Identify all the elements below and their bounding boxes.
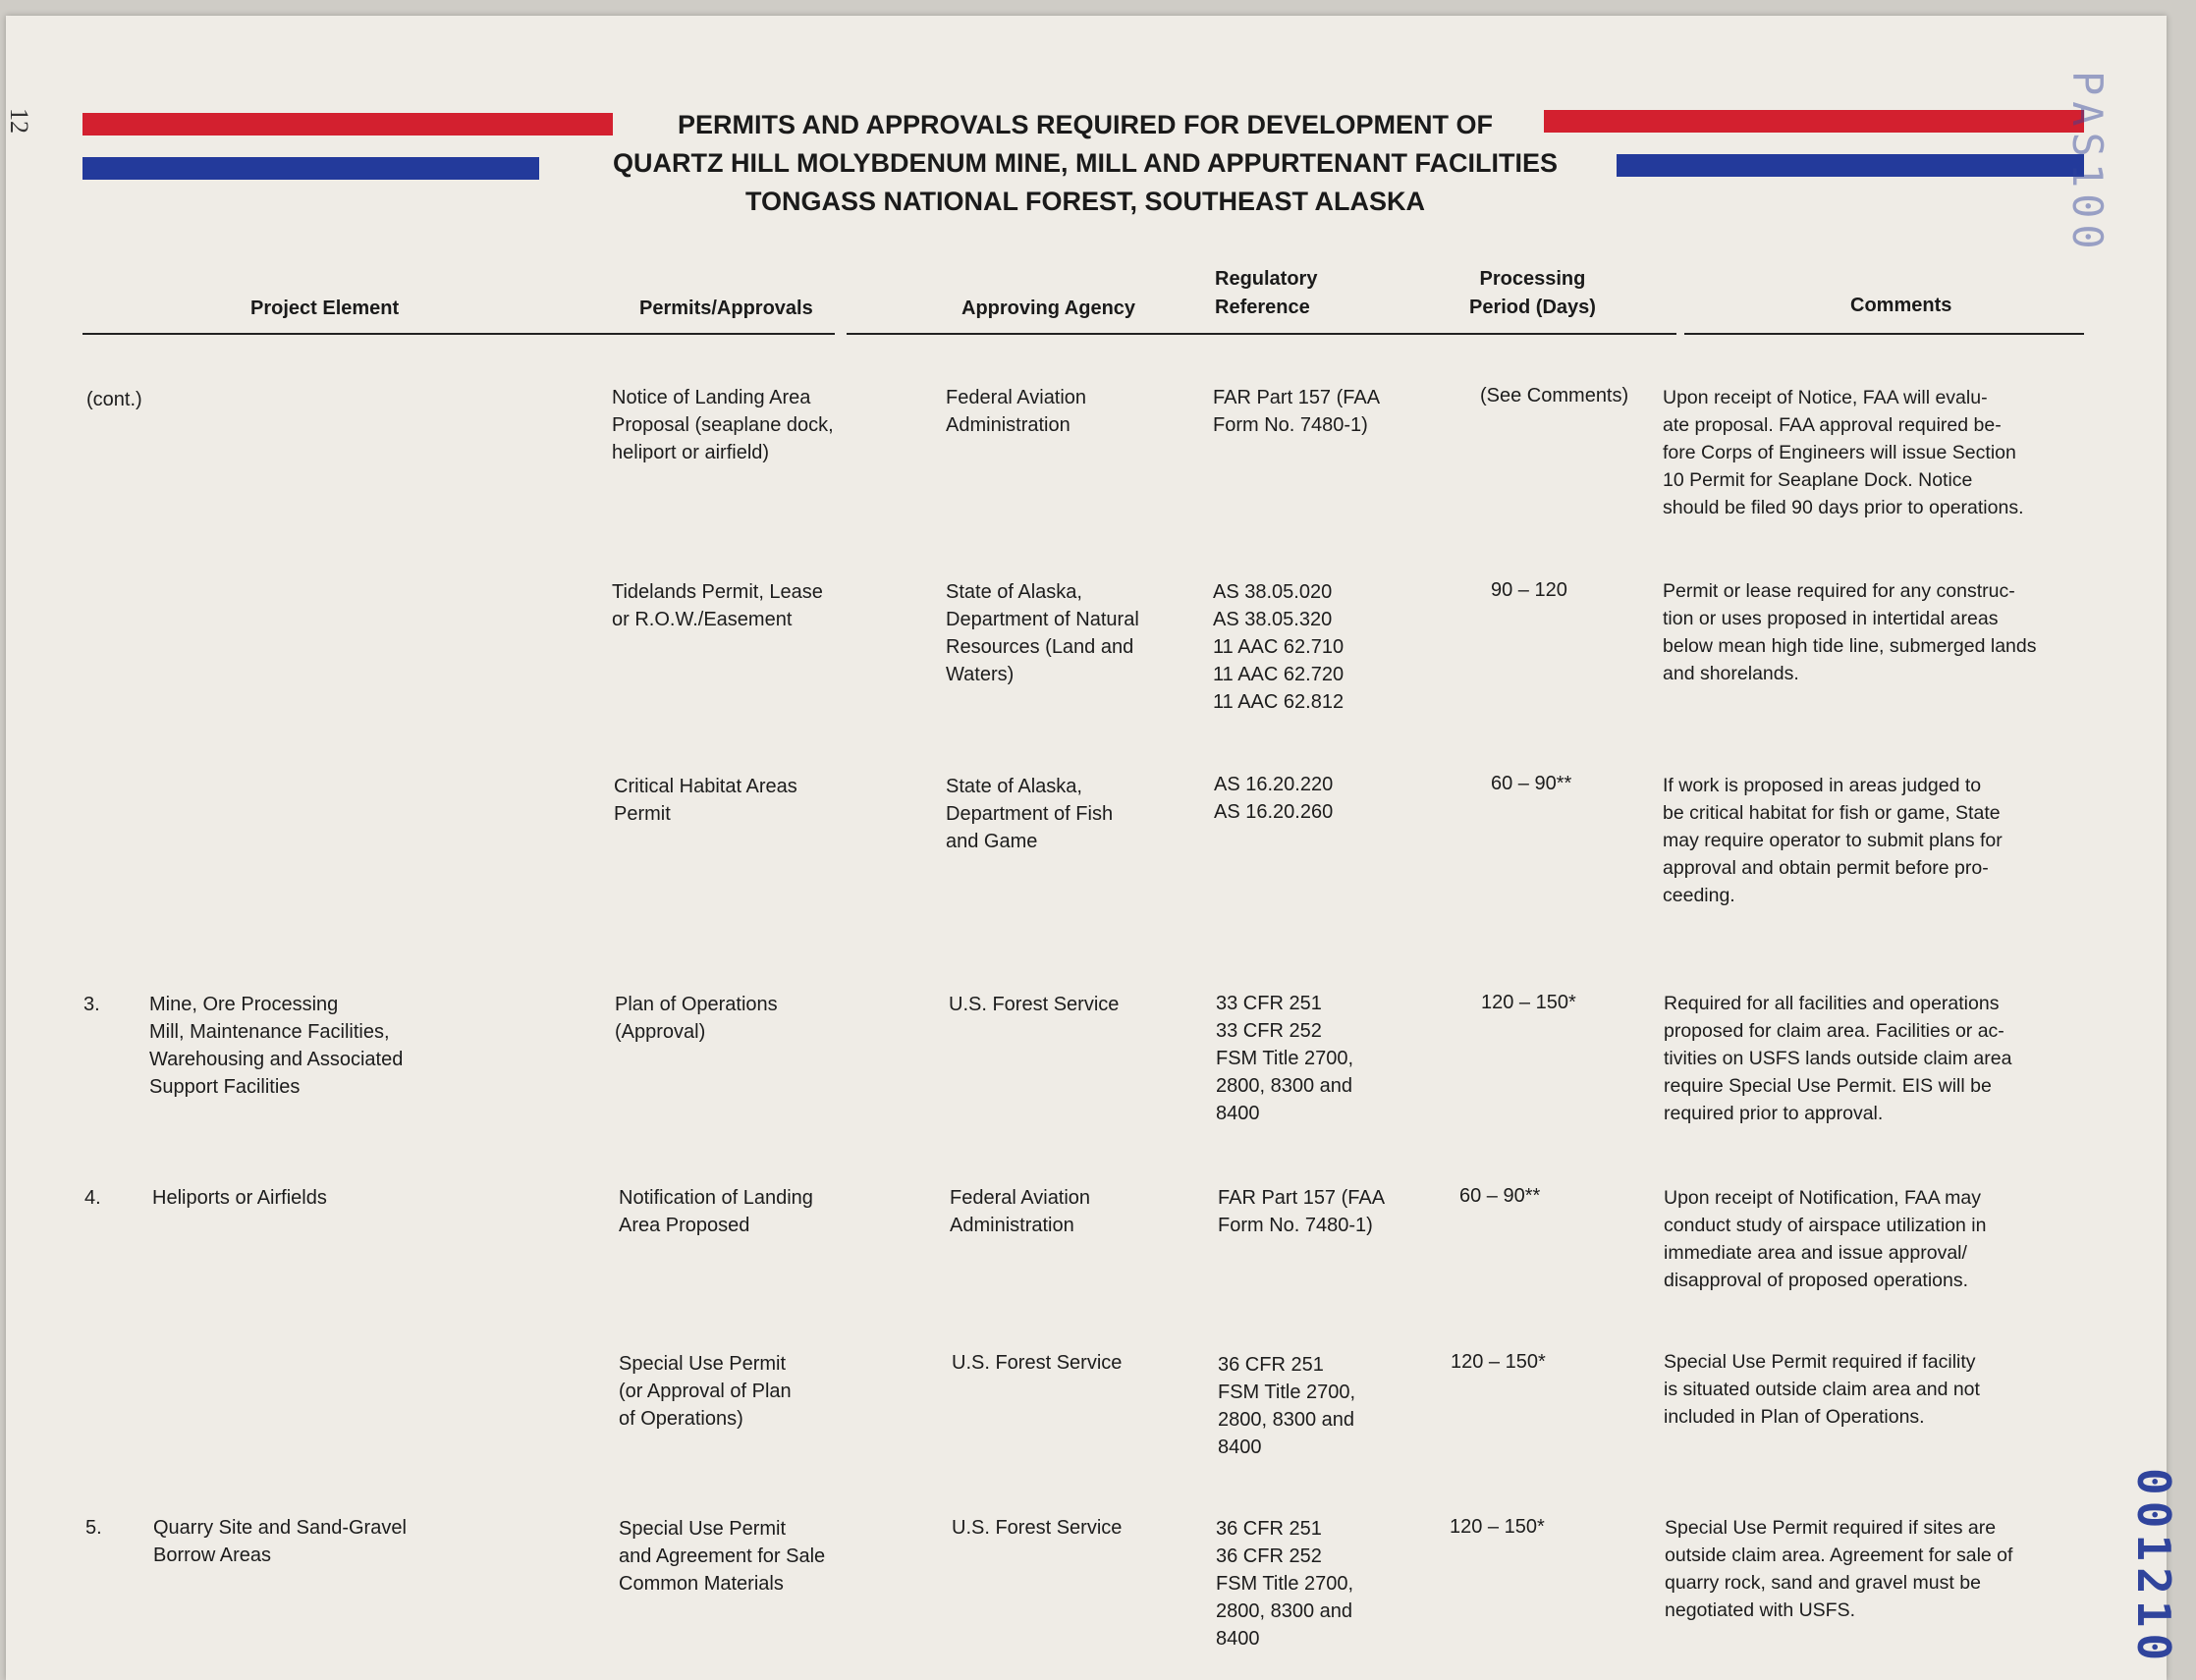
header-permits: Permits/Approvals	[639, 298, 813, 319]
title-line-2: QUARTZ HILL MOLYBDENUM MINE, MILL AND APPURTENANT FACILITIES	[613, 148, 1558, 178]
cell-period: 120 – 150*	[1451, 1351, 1546, 1373]
cell-agency: U.S. Forest Service	[949, 994, 1120, 1015]
cell-comments: If work is proposed in areas judged to be critical habitat for fish or game, State may require operator to submit plans for approval and obtain permit before pro- ceeding.	[1663, 775, 2003, 906]
cell-reference: FAR Part 157 (FAA Form No. 7480-1)	[1218, 1187, 1386, 1236]
cell-reference: 36 CFR 251 FSM Title 2700, 2800, 8300 and 8400	[1218, 1354, 1356, 1458]
header-rule	[82, 333, 835, 335]
document-title	[550, 106, 1620, 221]
cell-element: Quarry Site and Sand-Gravel Borrow Areas	[153, 1517, 407, 1566]
bates-stamp: 001210	[2127, 1468, 2180, 1667]
cell-period: 120 – 150*	[1481, 992, 1576, 1013]
cell-comments: Required for all facilities and operations proposed for claim area. Facilities or ac- tivities on USFS lands outside claim area require Special Use Permit. EIS will be required prior to approval.	[1664, 993, 2012, 1124]
header-reference-line1: Regulatory	[1215, 268, 1318, 290]
title-line-1: PERMITS AND APPROVALS REQUIRED FOR DEVELOPMENT OF	[677, 110, 1494, 139]
left-blue-stripe	[82, 157, 539, 180]
cell-permit: Notice of Landing Area Proposal (seaplane dock, heliport or airfield)	[612, 387, 834, 463]
header-period	[1469, 265, 1596, 322]
cell-reference: 36 CFR 251 36 CFR 252 FSM Title 2700, 2800, 8300 and 8400	[1216, 1518, 1354, 1650]
cell-element: Heliports or Airfields	[152, 1187, 327, 1209]
header-period-line1: Processing	[1479, 268, 1586, 290]
cell-comments: Special Use Permit required if sites are outside claim area. Agreement for sale of quarry rock, sand and gravel must be negotiated with USFS.	[1665, 1517, 2013, 1621]
right-red-stripe	[1544, 110, 2084, 133]
header-agency: Approving Agency	[961, 298, 1136, 319]
cell-permit: Special Use Permit and Agreement for Sale Common Materials	[619, 1518, 826, 1595]
cell-agency: U.S. Forest Service	[952, 1352, 1123, 1374]
header-comments: Comments	[1850, 295, 1952, 316]
cell-permit: Special Use Permit (or Approval of Plan of Operations)	[619, 1353, 792, 1430]
cell-period: 60 – 90**	[1459, 1185, 1541, 1207]
cell-reference: 33 CFR 251 33 CFR 252 FSM Title 2700, 2800, 8300 and 8400	[1216, 993, 1354, 1124]
left-red-stripe	[82, 113, 613, 135]
page-number: 12	[5, 108, 33, 134]
cell-number: 3.	[83, 994, 100, 1015]
header-rule	[847, 333, 1676, 335]
cell-permit: Tidelands Permit, Lease or R.O.W./Easement	[612, 581, 823, 630]
faint-stamp-top: PAS100	[2063, 71, 2112, 255]
cell-agency: State of Alaska, Department of Fish and Game	[946, 776, 1114, 852]
cell-period: 60 – 90**	[1491, 773, 1572, 794]
cell-period: 90 – 120	[1491, 579, 1567, 601]
title-line-3: TONGASS NATIONAL FOREST, SOUTHEAST ALASKA	[744, 187, 1426, 216]
cell-number: 5.	[85, 1517, 102, 1539]
cell-permit: Critical Habitat Areas Permit	[614, 776, 797, 825]
cell-permit: Notification of Landing Area Proposed	[619, 1187, 813, 1236]
cell-reference: AS 16.20.220 AS 16.20.260	[1214, 774, 1334, 823]
cell-agency: Federal Aviation Administration	[950, 1187, 1091, 1236]
header-reference	[1215, 265, 1317, 322]
header-period-line2: Period (Days)	[1469, 297, 1596, 318]
cell-period: 120 – 150*	[1450, 1516, 1545, 1538]
header-rule	[1684, 333, 2084, 335]
right-blue-stripe	[1617, 154, 2084, 177]
header-project-element: Project Element	[250, 298, 400, 319]
cell-agency: Federal Aviation Administration	[946, 387, 1087, 436]
cell-permit: Plan of Operations (Approval)	[615, 994, 778, 1043]
header-reference-line2: Reference	[1215, 297, 1310, 318]
cell-comments: Permit or lease required for any construc- tion or uses proposed in intertidal areas below mean high tide line, submerged lands and shorelands.	[1663, 580, 2037, 684]
cell-comments: Upon receipt of Notification, FAA may conduct study of airspace utilization in immediate area and issue approval/ disapproval of proposed operations.	[1664, 1187, 1987, 1291]
cell-comments: Special Use Permit required if facility is situated outside claim area and not included in Plan of Operations.	[1664, 1351, 1980, 1428]
cell-element: (cont.)	[86, 389, 142, 410]
cell-element: Mine, Ore Processing Mill, Maintenance Facilities, Warehousing and Associated Support Facilities	[149, 994, 404, 1098]
show-through-artifact	[157, 324, 550, 815]
cell-agency: State of Alaska, Department of Natural Resources (Land and Waters)	[946, 581, 1139, 685]
cell-reference: AS 38.05.020 AS 38.05.320 11 AAC 62.710 11 AAC 62.720 11 AAC 62.812	[1213, 581, 1345, 713]
cell-agency: U.S. Forest Service	[952, 1517, 1123, 1539]
cell-number: 4.	[84, 1187, 101, 1209]
cell-comments: Upon receipt of Notice, FAA will evalu- ate proposal. FAA approval required be- fore Corps of Engineers will issue Section 10 Permit for Seaplane Dock. Notice should be filed 90 days prior to operations.	[1663, 387, 2024, 518]
cell-reference: FAR Part 157 (FAA Form No. 7480-1)	[1213, 387, 1381, 436]
cell-period: (See Comments)	[1480, 385, 1629, 406]
